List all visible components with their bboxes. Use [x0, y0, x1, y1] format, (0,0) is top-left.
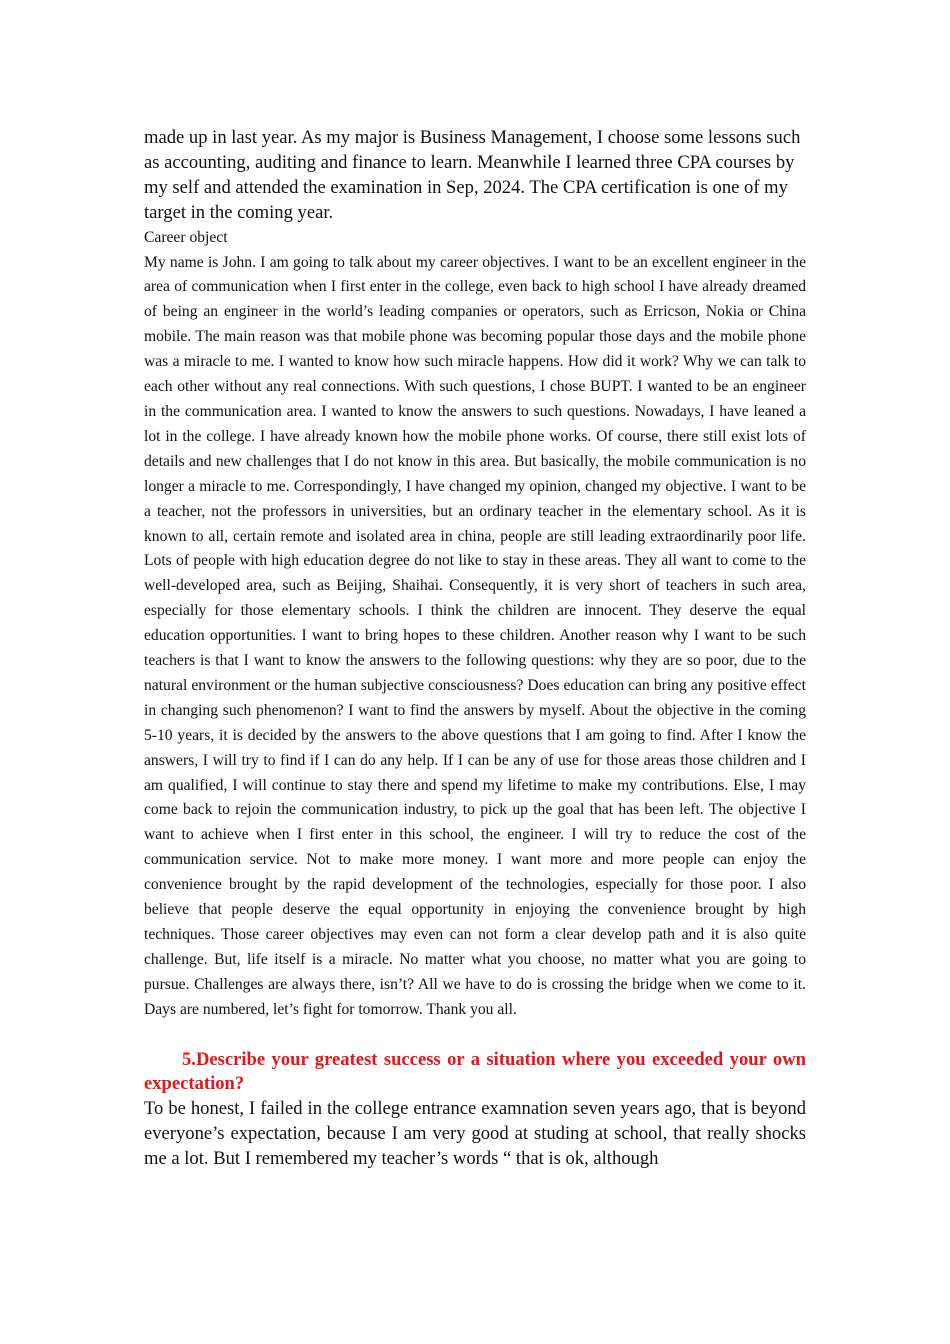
document-page: [144, 126, 806, 1172]
answer-paragraph: To be honest, I failed in the college entrance examnation seven years ago, that is beyond everyone’s expectation, because I am very good at studing at school, that really shocks me a lot. But I remembered my teacher’s words “ that is ok, although: [144, 1098, 806, 1170]
paragraph-spacer: [144, 1023, 806, 1048]
section-label-career-object: Career object: [144, 228, 228, 246]
intro-paragraph: made up in last year. As my major is Business Management, I choose some lessons such as accounting, auditing and finance to learn. Meanwhile I learned three CPA courses by my self and attended the examination in Sep, 2024. The CPA certification is one of my target in the coming year.: [144, 127, 801, 223]
question-heading: 5.Describe your greatest success or a situation where you exceeded your own expectation?: [144, 1048, 806, 1095]
career-objective-paragraph: My name is John. I am going to talk about my career objectives. I want to be an excellent engineer in the area of communication when I first enter in the college, even back to high school I have already dreamed of being an engineer in the world’s leading companies or operators, such as Erricson, Nokia or China mobile. The main reason was that mobile phone was becoming popular those days and the mobile phone was a miracle to me. I wanted to know how such miracle happens. How did it work? Why we can talk to each other without any real connections. With such questions, I chose BUPT. I wanted to be an engineer in the communication area. I wanted to know the answers to such questions. Nowadays, I have leaned a lot in the college. I have already known how the mobile phone works. Of course, there still exist lots of details and new challenges that I do not know in this area. But basically, the mobile communication is no longer a miracle to me. Correspondingly, I have changed my opinion, changed my objective. I want to be a teacher, not the professors in universities, but an ordinary teacher in the elementary school. As it is known to all, certain remote and isolated area in china, people are still leading extraordinarily poor life. Lots of people with high education degree do not like to stay in these areas. They all want to come to the well-developed area, such as Beijing, Shaihai. Consequently, it is very short of teachers in such area, especially for those elementary schools. I think the children are innocent. They deserve the equal education opportunities. I want to bring hopes to these children. Another reason why I want to be such teachers is that I want to know the answers to the following questions: why they are so poor, due to the natural environment or the human subjective consciousness? Does education can bring any positive effect in changing such phenomenon? I want to find the answers by myself. About the objective in the coming 5-10 years, it is decided by the answers to the above questions that I am going to find. After I know the answers, I will try to find if I can do any help. If I can be any of use for those areas those children and I am qualified, I will continue to stay there and spend my lifetime to make my contributions. Else, I may come back to rejoin the communication industry, to pick up the goal that has been left. The objective I want to achieve when I first enter in this school, the engineer. I will try to reduce the cost of the communication service. Not to make more money. I want more and more people can enjoy the convenience brought by the rapid development of the technologies, especially for those poor. I also believe that people deserve the equal opportunity in enjoying the convenience brought by high techniques. Those career objectives may even can not form a clear develop path and it is also quite challenge. But, life itself is a miracle. No matter what you choose, no matter what you are going to pursue. Challenges are always there, isn’t? All we have to do is crossing the bridge when we come to it. Days are numbered, let’s fight for tomorrow. Thank you all.: [144, 253, 806, 1018]
